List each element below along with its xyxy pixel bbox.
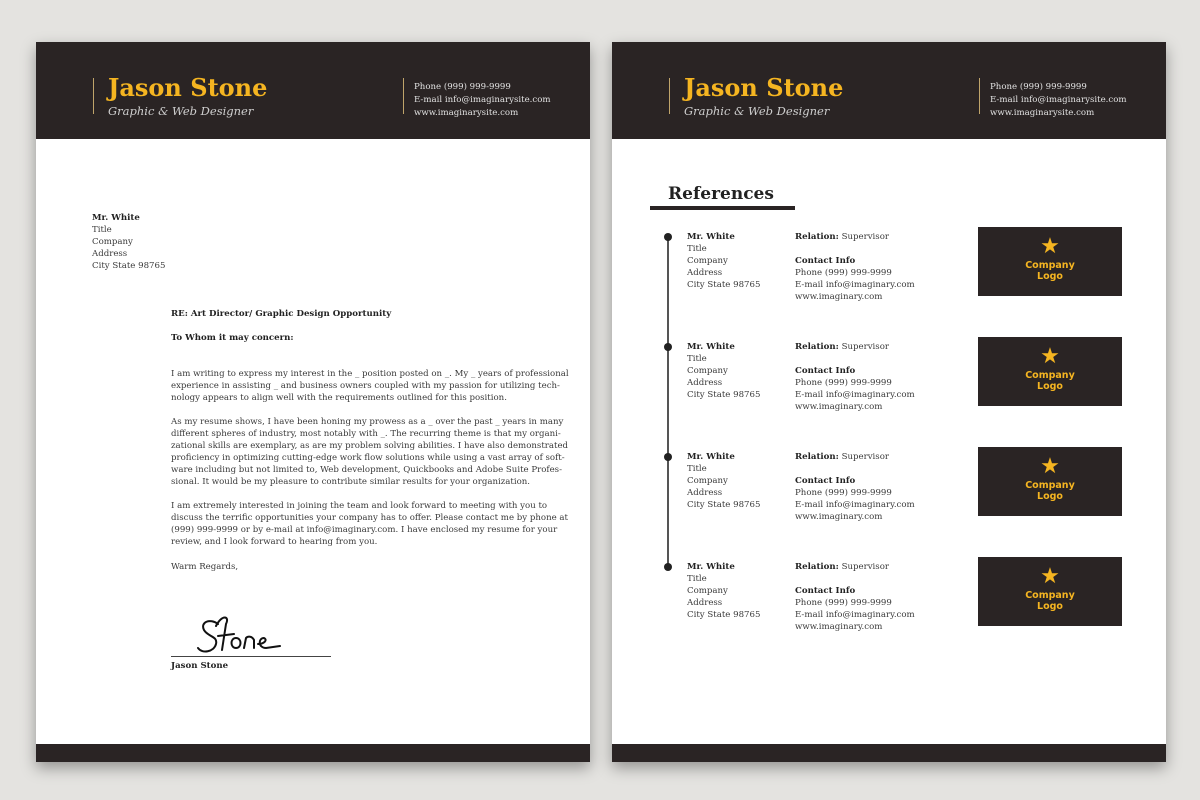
reference-website: www.imaginary.com xyxy=(795,402,883,412)
timeline-dot xyxy=(664,233,672,241)
reference-email: E-mail info@imaginary.com xyxy=(795,610,915,620)
relation-label: Relation: xyxy=(795,452,839,462)
relation-label: Relation: xyxy=(795,342,839,352)
logo-text: Company Logo xyxy=(1025,260,1075,282)
header-phone: Phone (999) 999-9999 xyxy=(414,82,511,92)
references-title: References xyxy=(668,184,774,204)
reference-address: Address xyxy=(687,268,723,278)
paragraph-line: As my resume shows, I have been honing my prowess as a _ over the past _ years in many xyxy=(171,417,564,427)
paragraph-line: I am extremely interested in joining the team and look forward to meeting with you to xyxy=(171,501,548,511)
paragraph-line: experience in assisting _ and business owners coupled with my passion for utilizing tech- xyxy=(171,381,560,391)
logo-text: Company Logo xyxy=(1025,370,1075,392)
reference-city: City State 98765 xyxy=(687,390,761,400)
header-divider-left xyxy=(93,78,94,114)
reference-entry-1 xyxy=(612,231,1166,331)
relation-value: Supervisor xyxy=(838,342,889,352)
reference-contact xyxy=(795,561,915,633)
reference-website: www.imaginary.com xyxy=(795,622,883,632)
reference-title: Title xyxy=(687,244,707,254)
reference-relation xyxy=(795,341,915,353)
star-icon: ★ xyxy=(1040,344,1060,369)
contact-info-label: Contact Info xyxy=(795,476,856,486)
reference-email: E-mail info@imaginary.com xyxy=(795,280,915,290)
references-footer xyxy=(612,744,1166,762)
reference-company: Company xyxy=(687,586,728,596)
reference-city: City State 98765 xyxy=(687,280,761,290)
timeline-dot xyxy=(664,453,672,461)
reference-contact xyxy=(795,451,915,523)
header-divider-left xyxy=(669,78,670,114)
reference-title: Title xyxy=(687,464,707,474)
recipient-title: Title xyxy=(92,225,112,235)
reference-entry-2 xyxy=(612,341,1166,441)
recipient-address xyxy=(92,212,165,272)
recipient-name: Mr. White xyxy=(92,213,140,223)
closing: Warm Regards, xyxy=(171,562,239,572)
reference-relation xyxy=(795,231,915,243)
letter-header xyxy=(36,42,590,139)
reference-title: Title xyxy=(687,574,707,584)
reference-phone: Phone (999) 999-9999 xyxy=(795,488,892,498)
header-email: E-mail info@imaginarysite.com xyxy=(414,95,551,105)
timeline-dot xyxy=(664,343,672,351)
star-icon: ★ xyxy=(1040,564,1060,589)
reference-email: E-mail info@imaginary.com xyxy=(795,390,915,400)
reference-website: www.imaginary.com xyxy=(795,512,883,522)
reference-person xyxy=(687,341,760,401)
reference-contact xyxy=(795,341,915,413)
reference-city: City State 98765 xyxy=(687,610,761,620)
logo-text: Company Logo xyxy=(1025,480,1075,502)
reference-company: Company xyxy=(687,366,728,376)
signature-name: Jason Stone xyxy=(171,661,229,671)
reference-website: www.imaginary.com xyxy=(795,292,883,302)
paragraph-line: ware including but not limited to, Web development, Quickbooks and Adobe Suite Profes- xyxy=(171,465,562,475)
signature-line xyxy=(171,656,331,657)
reference-person xyxy=(687,451,760,511)
recipient-street: Address xyxy=(92,249,128,259)
logo-text: Company Logo xyxy=(1025,590,1075,612)
reference-phone: Phone (999) 999-9999 xyxy=(795,268,892,278)
reference-company: Company xyxy=(687,476,728,486)
reference-address: Address xyxy=(687,488,723,498)
header-role: Graphic & Web Designer xyxy=(684,104,830,118)
reference-name: Mr. White xyxy=(687,562,735,572)
header-name: Jason Stone xyxy=(108,73,268,102)
reference-name: Mr. White xyxy=(687,452,735,462)
recipient-company: Company xyxy=(92,237,133,247)
paragraph-line: review, and I look forward to hearing from you. xyxy=(171,537,378,547)
header-contact xyxy=(990,81,1127,120)
cover-letter-page xyxy=(36,42,590,762)
header-website: www.imaginarysite.com xyxy=(414,108,519,118)
paragraph-line: (999) 999-9999 or by e-mail at info@imaginary.com. I have enclosed my resume for your xyxy=(171,525,558,535)
contact-info-label: Contact Info xyxy=(795,366,856,376)
letter-paragraph-2 xyxy=(171,416,569,488)
reference-name: Mr. White xyxy=(687,232,735,242)
reference-title: Title xyxy=(687,354,707,364)
header-divider-right xyxy=(403,78,404,114)
relation-value: Supervisor xyxy=(838,562,889,572)
references-page xyxy=(612,42,1166,762)
paragraph-line: zational skills are exemplary, as are my problem solving abilities. I have also demonstrated xyxy=(171,441,569,451)
reference-relation xyxy=(795,561,915,573)
reference-person xyxy=(687,231,760,291)
company-logo xyxy=(978,227,1122,296)
reference-address: Address xyxy=(687,598,723,608)
letter-paragraph-1 xyxy=(171,368,569,404)
reference-entry-4 xyxy=(612,561,1166,661)
recipient-city: City State 98765 xyxy=(92,261,166,271)
company-logo xyxy=(978,337,1122,406)
header-name: Jason Stone xyxy=(684,73,844,102)
letter-paragraph-3 xyxy=(171,500,568,548)
contact-info-label: Contact Info xyxy=(795,586,856,596)
header-website: www.imaginarysite.com xyxy=(990,108,1095,118)
header-email: E-mail info@imaginarysite.com xyxy=(990,95,1127,105)
references-title-underline xyxy=(650,206,795,210)
contact-info-label: Contact Info xyxy=(795,256,856,266)
header-phone: Phone (999) 999-9999 xyxy=(990,82,1087,92)
salutation: To Whom it may concern: xyxy=(171,333,294,343)
reference-phone: Phone (999) 999-9999 xyxy=(795,378,892,388)
header-contact xyxy=(414,81,551,120)
star-icon: ★ xyxy=(1040,234,1060,259)
paragraph-line: different spheres of industry, most notably with _. The recurring theme is that my organi- xyxy=(171,429,561,439)
star-icon: ★ xyxy=(1040,454,1060,479)
reference-entry-3 xyxy=(612,451,1166,551)
reference-address: Address xyxy=(687,378,723,388)
reference-name: Mr. White xyxy=(687,342,735,352)
company-logo xyxy=(978,557,1122,626)
paragraph-line: proficiency in optimizing cutting-edge work flow solutions while using a vast array of soft- xyxy=(171,453,565,463)
paragraph-line: nology appears to align well with the requirements outlined for this position. xyxy=(171,393,507,403)
reference-phone: Phone (999) 999-9999 xyxy=(795,598,892,608)
paragraph-line: I am writing to express my interest in the _ position posted on _. My _ years of professional xyxy=(171,369,569,379)
relation-label: Relation: xyxy=(795,232,839,242)
paragraph-line: sional. It would be my pleasure to contribute similar results for your organization. xyxy=(171,477,531,487)
paragraph-line: discuss the terrific opportunities your company has to offer. Please contact me by phone at xyxy=(171,513,568,523)
reference-company: Company xyxy=(687,256,728,266)
header-divider-right xyxy=(979,78,980,114)
company-logo xyxy=(978,447,1122,516)
reference-contact xyxy=(795,231,915,303)
header-role: Graphic & Web Designer xyxy=(108,104,254,118)
letter-footer xyxy=(36,744,590,762)
relation-value: Supervisor xyxy=(838,232,889,242)
relation-value: Supervisor xyxy=(838,452,889,462)
timeline-dot xyxy=(664,563,672,571)
reference-relation xyxy=(795,451,915,463)
subject-line: RE: Art Director/ Graphic Design Opportunity xyxy=(171,309,392,319)
reference-person xyxy=(687,561,760,621)
reference-city: City State 98765 xyxy=(687,500,761,510)
references-header xyxy=(612,42,1166,139)
relation-label: Relation: xyxy=(795,562,839,572)
reference-email: E-mail info@imaginary.com xyxy=(795,500,915,510)
signature-graphic xyxy=(196,610,296,660)
